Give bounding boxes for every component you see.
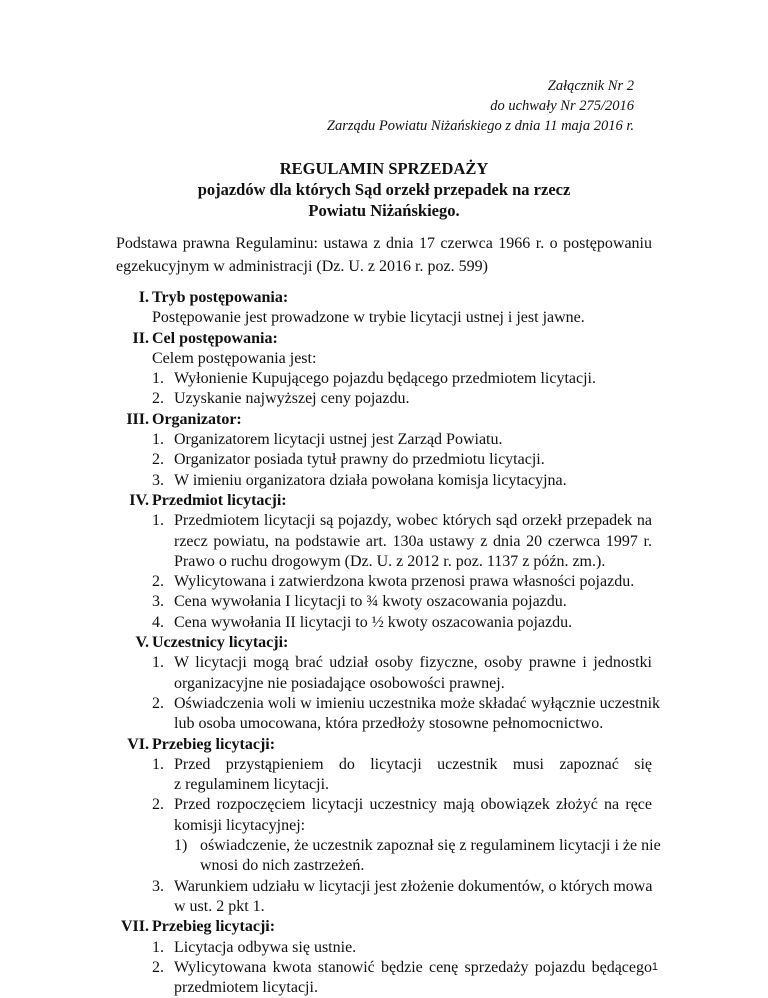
item-text: Przed przystąpieniem do licytacji uczestnik musi zapoznać się — [174, 755, 652, 773]
section-number: I. — [138, 289, 149, 306]
section-title: Tryb postępowania: — [152, 289, 289, 306]
item-text: Uzyskanie najwyższej ceny pojazdu. — [174, 390, 410, 408]
paragraph: Postępowanie jest prowadzone w trybie licytacji ustnej i jest jawne. — [152, 309, 585, 327]
item-text: Cena wywołania II licytacji to ½ kwoty oszacowania pojazdu. — [174, 613, 573, 631]
section-heading — [116, 917, 652, 937]
page-number: 1 — [651, 961, 658, 973]
legal-basis-line: Podstawa prawna Regulaminu: ustawa z dnia 17 czerwca 1966 r. o postępowaniu — [116, 235, 652, 252]
list-item — [116, 572, 652, 592]
title-line: pojazdów dla których Sąd orzekł przepadek na rzecz — [197, 180, 571, 199]
item-number: 3. — [152, 471, 164, 489]
item-number: 2. — [152, 390, 164, 408]
item-text: Wylicytowana kwota stanowić będzie cenę sprzedaży pojazdu będącego — [174, 958, 652, 976]
item-text: Przedmiotem licytacji są pojazdy, wobec których sąd orzekł przepadek na — [174, 512, 652, 530]
legal-basis-line: egzekucyjnym w administracji (Dz. U. z 2016 r. poz. 599) — [116, 258, 488, 275]
item-text: Organizatorem licytacji ustnej jest Zarząd Powiatu. — [174, 431, 503, 449]
list-item — [116, 795, 652, 815]
item-text: Organizator posiada tytuł prawny do przedmiotu licytacji. — [174, 451, 545, 469]
section-number: VII. — [120, 918, 149, 936]
section-title: Przedmiot licytacji: — [152, 491, 287, 509]
title-line: Powiatu Niżańskiego. — [308, 201, 460, 220]
legal-basis — [116, 232, 652, 278]
section-heading — [116, 633, 652, 653]
sub-item-text-continued: wnosi do nich zastrzeżeń. — [200, 857, 365, 875]
attachment-note — [327, 76, 634, 136]
section-number: V. — [135, 634, 149, 652]
list-item — [116, 958, 652, 978]
section-number: III. — [126, 410, 149, 428]
item-number: 2. — [152, 694, 164, 712]
regulation-body — [116, 288, 661, 998]
attachment-line: Załącznik Nr 2 — [547, 78, 634, 94]
list-item — [116, 471, 652, 491]
item-text-continued: rzecz powiatu, na podstawie art. 130a ustawy z dnia 20 czerwca 1997 r. — [174, 532, 652, 550]
item-text: Licytacja odbywa się ustnie. — [174, 938, 357, 956]
document-title — [0, 158, 768, 221]
list-item — [116, 450, 652, 470]
list-item — [116, 389, 652, 409]
list-item — [116, 430, 652, 450]
item-text-continued: w ust. 2 pkt 1. — [174, 897, 265, 915]
item-text-continued: organizacyjne nie posiadające osobowości prawnej. — [174, 674, 505, 692]
attachment-line: Zarządu Powiatu Niżańskiego z dnia 11 maja 2016 r. — [326, 118, 634, 134]
item-number: 3. — [152, 593, 164, 611]
item-number: 1. — [152, 370, 164, 388]
section-title: Uczestnicy licytacji: — [152, 634, 289, 652]
list-item — [116, 694, 661, 714]
section-heading — [116, 288, 652, 308]
list-item — [116, 369, 652, 389]
item-text-continued: komisji licytacyjnej: — [174, 816, 306, 834]
section-heading — [116, 491, 652, 511]
item-text-continued: przedmiotem licytacji. — [174, 979, 318, 997]
sub-item-text: oświadczenie, że uczestnik zapoznał się z regulaminem licytacji i że nie — [200, 837, 661, 855]
item-number: 2. — [152, 796, 164, 814]
list-item — [116, 613, 652, 633]
list-item — [116, 592, 652, 612]
list-item — [116, 877, 652, 897]
section-title: Przebieg licytacji: — [152, 918, 276, 936]
section-title: Przebieg licytacji: — [152, 735, 276, 753]
sub-list-item — [116, 836, 661, 856]
section-title: Cel postępowania: — [152, 329, 278, 347]
item-number: 1. — [152, 938, 164, 956]
item-text: Cena wywołania I licytacji to ¾ kwoty oszacowania pojazdu. — [174, 593, 567, 611]
paragraph: Celem postępowania jest: — [152, 349, 317, 367]
item-number: 3. — [152, 877, 164, 895]
item-text: Wylicytowana i zatwierdzona kwota przenosi prawa własności pojazdu. — [174, 573, 635, 591]
section-heading — [116, 735, 652, 755]
item-text-continued: z regulaminem licytacji. — [174, 776, 330, 794]
section-number: VI. — [127, 735, 149, 753]
section-heading — [116, 410, 652, 430]
sub-item-number: 1) — [174, 837, 188, 855]
item-text: W imieniu organizatora działa powołana komisja licytacyjna. — [174, 471, 567, 489]
item-number: 2. — [152, 573, 164, 591]
item-text: Oświadczenia woli w imieniu uczestnika może składać wyłącznie uczestnik — [174, 694, 661, 712]
attachment-line: do uchwały Nr 275/2016 — [490, 98, 634, 114]
list-item — [116, 938, 652, 958]
item-text: Wyłonienie Kupującego pojazdu będącego przedmiotem licytacji. — [174, 370, 596, 388]
item-text-continued: Prawo o ruchu drogowym (Dz. U. z 2012 r. poz. 1137 z późn. zm.). — [174, 552, 606, 570]
item-number: 4. — [152, 613, 164, 631]
item-number: 1. — [152, 654, 164, 672]
list-item — [116, 653, 652, 673]
section-number: II. — [132, 329, 149, 347]
item-text-continued: lub osoba umocowana, która przedłoży stosowne pełnomocnictwo. — [174, 715, 604, 733]
item-number: 1. — [152, 512, 164, 530]
item-number: 1. — [152, 431, 164, 449]
section-title: Organizator: — [152, 410, 242, 428]
title-line: REGULAMIN SPRZEDAŻY — [279, 159, 489, 178]
item-number: 1. — [152, 755, 164, 773]
section-heading — [116, 329, 652, 349]
item-number: 2. — [152, 451, 164, 469]
section-number: IV. — [129, 491, 149, 509]
item-text: W licytacji mogą brać udział osoby fizyczne, osoby prawne i jednostki — [174, 654, 652, 672]
item-number: 2. — [152, 958, 164, 976]
item-text: Przed rozpoczęciem licytacji uczestnicy mają obowiązek złożyć na ręce — [174, 796, 652, 814]
list-item — [116, 511, 652, 531]
item-text: Warunkiem udziału w licytacji jest złożenie dokumentów, o których mowa — [174, 877, 653, 895]
list-item — [116, 755, 652, 775]
